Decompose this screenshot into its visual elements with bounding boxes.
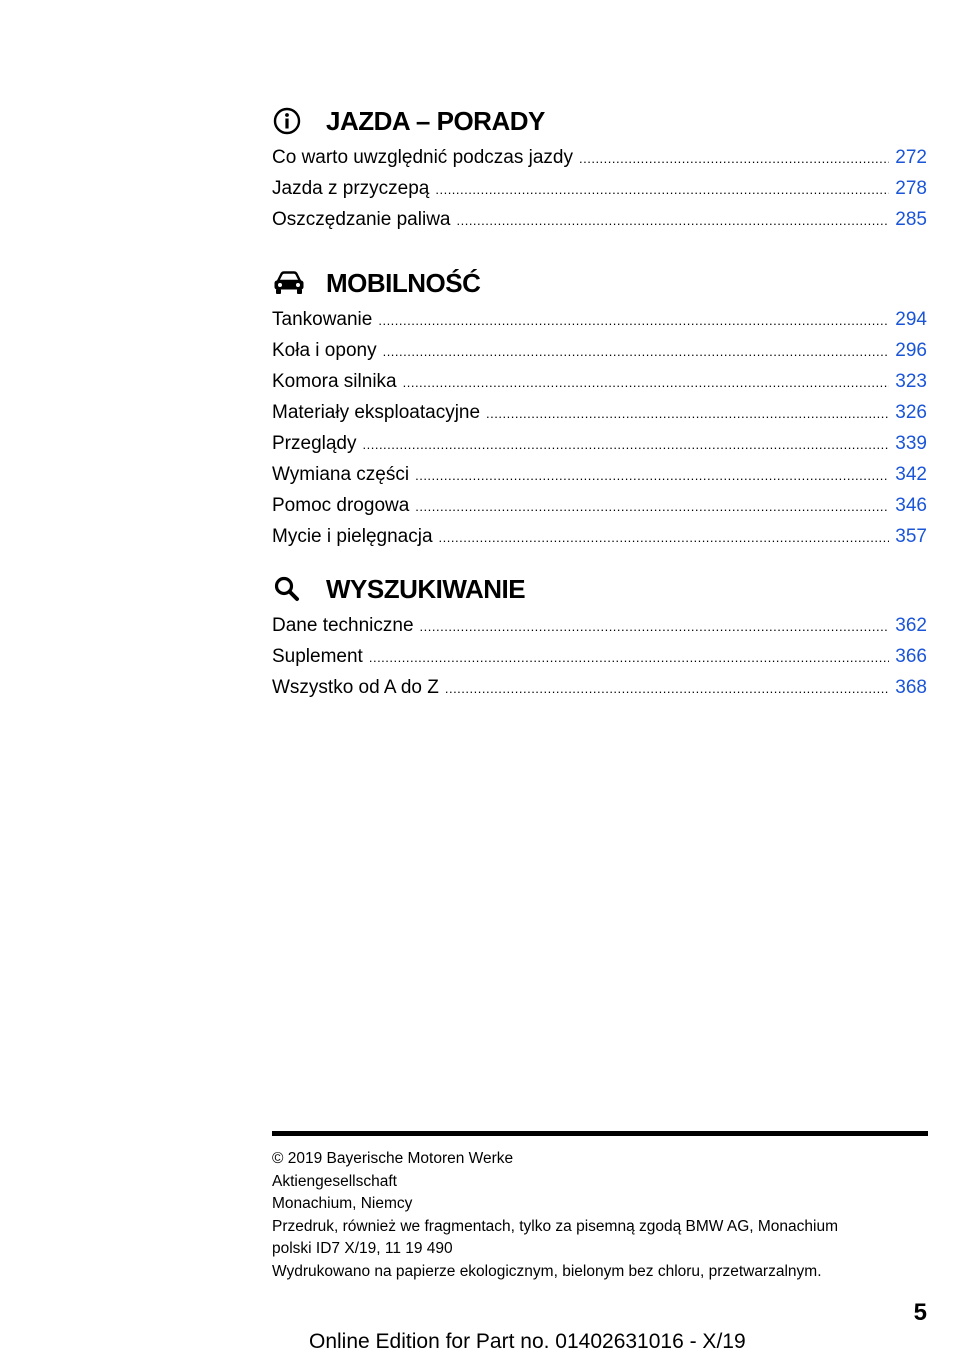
- dot-leader: [439, 522, 890, 553]
- toc-entry-label: Oszczędzanie paliwa: [272, 209, 451, 230]
- toc-page-link[interactable]: 285: [895, 209, 927, 230]
- section-title: JAZDA – PORADY: [326, 105, 545, 136]
- dot-leader: [363, 429, 890, 460]
- toc-entry[interactable]: [272, 366, 927, 397]
- toc-page-link[interactable]: 278: [895, 178, 927, 199]
- imprint-line: Monachium, Niemcy: [272, 1195, 413, 1212]
- toc-page-link[interactable]: 296: [895, 340, 927, 361]
- toc-entry-label: Tankowanie: [272, 309, 373, 330]
- toc-entry-label: Koła i opony: [272, 340, 377, 361]
- car-icon: [272, 266, 314, 300]
- dot-leader: [456, 205, 889, 236]
- section-title: MOBILNOŚĆ: [326, 267, 481, 298]
- page-number: 5: [913, 1299, 927, 1326]
- imprint-line: © 2019 Bayerische Motoren Werke: [272, 1150, 514, 1167]
- toc-entry[interactable]: [272, 142, 927, 173]
- imprint: [272, 1148, 928, 1283]
- toc-entry-label: Pomoc drogowa: [272, 495, 410, 516]
- dot-leader: [435, 174, 889, 205]
- toc-entry[interactable]: [272, 428, 927, 459]
- toc-entry-label: Komora silnika: [272, 371, 397, 392]
- toc-entry[interactable]: [272, 335, 927, 366]
- dot-leader: [415, 460, 889, 491]
- dot-leader: [378, 305, 889, 336]
- toc-entry-label: Przeglądy: [272, 433, 357, 454]
- toc-page-link[interactable]: 323: [895, 371, 927, 392]
- dot-leader: [383, 336, 890, 367]
- toc-entry[interactable]: [272, 204, 927, 235]
- toc-entry[interactable]: [272, 610, 927, 641]
- toc-entry-label: Jazda z przyczepą: [272, 178, 430, 199]
- info-icon: [272, 104, 314, 138]
- toc-entry[interactable]: [272, 641, 927, 672]
- section-header: [272, 104, 927, 138]
- section-title: WYSZUKIWANIE: [326, 573, 526, 604]
- dot-leader: [579, 143, 889, 174]
- toc-entry-label: Suplement: [272, 646, 363, 667]
- toc-entry-label: Co warto uwzględnić podczas jazdy: [272, 147, 573, 168]
- toc-page-link[interactable]: 339: [895, 433, 927, 454]
- footer-watermark: Online Edition for Part no. 01402631016 - X/19: [309, 1330, 746, 1353]
- toc-page-link[interactable]: 272: [895, 147, 927, 168]
- imprint-line: Przedruk, również we fragmentach, tylko za pisemną zgodą BMW AG, Monachium: [272, 1217, 838, 1235]
- toc-page-link[interactable]: 368: [895, 677, 927, 698]
- toc-section-search: [272, 572, 927, 703]
- toc-entry[interactable]: [272, 672, 927, 703]
- toc-page-link[interactable]: 346: [895, 495, 927, 516]
- toc-entry-label: Wymiana części: [272, 464, 410, 485]
- toc-section-mobility: [272, 266, 927, 546]
- toc-entry[interactable]: [272, 173, 927, 204]
- imprint-line: Aktiengesellschaft: [272, 1172, 397, 1190]
- toc-entry[interactable]: [272, 397, 927, 428]
- toc-page-link[interactable]: 362: [895, 615, 927, 636]
- toc-entry-label: Materiały eksploatacyjne: [272, 402, 481, 423]
- dot-leader: [420, 611, 890, 642]
- toc-entry[interactable]: [272, 490, 927, 521]
- toc-entry[interactable]: [272, 304, 927, 335]
- toc-page-link[interactable]: 366: [895, 646, 927, 667]
- toc-entry-label: Dane techniczne: [272, 615, 414, 636]
- toc-page-link[interactable]: 357: [895, 526, 927, 547]
- table-of-contents: [272, 104, 927, 729]
- dot-leader: [403, 367, 890, 398]
- divider: [272, 1131, 928, 1136]
- dot-leader: [486, 398, 889, 429]
- section-header: [272, 572, 927, 606]
- imprint-line: Wydrukowano na papierze ekologicznym, bielonym bez chloru, przetwarzalnym.: [272, 1262, 822, 1280]
- search-icon: [272, 572, 314, 606]
- dot-leader: [445, 673, 889, 704]
- toc-entry-label: Mycie i pielęgnacja: [272, 526, 433, 547]
- toc-entry[interactable]: [272, 459, 927, 490]
- toc-page-link[interactable]: 326: [895, 402, 927, 423]
- toc-section-driving-tips: [272, 104, 927, 240]
- imprint-line: polski ID7 X/19, 11 19 490: [272, 1240, 453, 1257]
- dot-leader: [369, 642, 889, 673]
- toc-entry-label: Wszystko od A do Z: [272, 677, 439, 698]
- section-header: [272, 266, 927, 300]
- dot-leader: [415, 491, 889, 522]
- toc-entry[interactable]: [272, 521, 927, 552]
- toc-page-link[interactable]: 294: [895, 309, 927, 330]
- toc-page-link[interactable]: 342: [895, 464, 927, 485]
